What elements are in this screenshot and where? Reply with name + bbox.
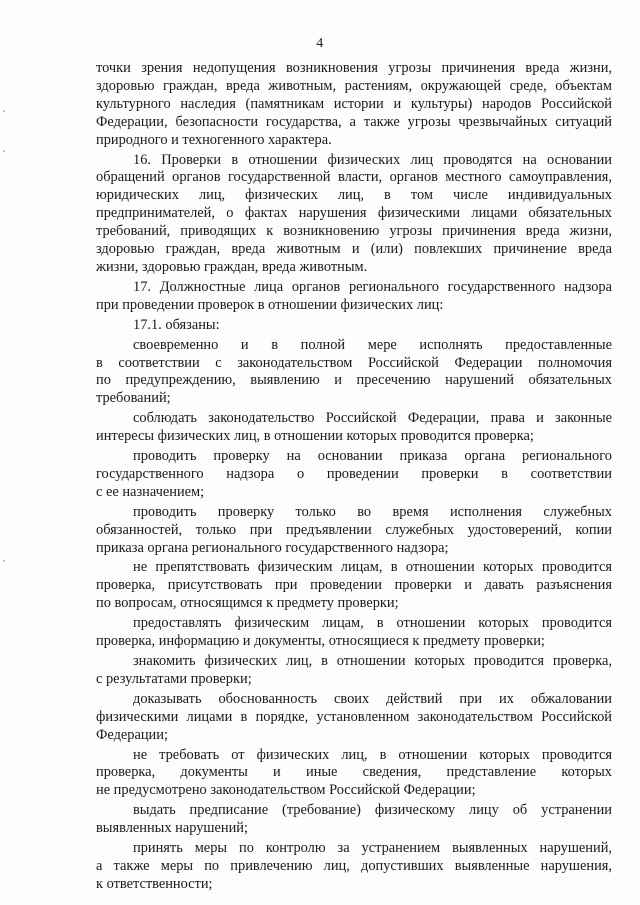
paragraph <box>96 504 612 558</box>
text-line: культурного наследия (памятникам истории и культуры) народов Российской <box>96 95 612 112</box>
paragraph <box>96 317 612 335</box>
text-line: здоровью граждан, вреда животным, растениям, окружающей среде, объектам <box>96 77 612 94</box>
text-line: 17. Должностные лица органов регионального государственного надзора <box>133 278 612 295</box>
scan-speck <box>3 110 5 112</box>
text-line: в соответствии с законодательством Российской Федерации полномочия <box>96 354 612 371</box>
text-line: требований, приводящих к возникновению угрозы причинения вреда жизни, <box>96 223 612 240</box>
text-line: точки зрения недопущения возникновения угрозы причинения вреда жизни, <box>96 60 612 76</box>
text-line: здоровью граждан, вреда животным и (или) повлекших причинение вреда <box>96 241 612 258</box>
text-line: не требовать от физических лиц, в отношении которых проводится <box>133 746 612 763</box>
text-line: Федерации, безопасности государства, а также угрозы чрезвычайных ситуаций <box>96 113 612 130</box>
paragraph <box>96 559 612 613</box>
page-number: 4 <box>316 36 324 51</box>
paragraph <box>96 691 612 745</box>
text-line: с ее назначением; <box>96 483 205 500</box>
paragraph <box>96 279 612 315</box>
text-line: принять меры по контролю за устранением выявленных нарушений, <box>133 840 612 857</box>
paragraph <box>96 802 612 838</box>
text-line: с результатами проверки; <box>96 670 252 687</box>
paragraph <box>96 747 612 801</box>
text-line: проверка, информацию и документы, относящиеся к предмету проверки; <box>96 633 545 650</box>
paragraph <box>96 615 612 651</box>
paragraph <box>96 840 612 894</box>
text-line: юридических лиц, физических лиц, в том числе индивидуальных <box>96 187 612 204</box>
text-line: 16. Проверки в отношении физических лиц проводятся на основании <box>133 151 612 168</box>
text-line: проводить проверку на основании приказа органа регионального <box>133 448 612 465</box>
text-line: Федерации; <box>96 726 168 743</box>
text-line: доказывать обоснованность своих действий при их обжаловании <box>133 690 612 707</box>
text-line: соблюдать законодательство Российской Федерации, права и законные <box>133 410 612 427</box>
text-line: к ответственности; <box>96 875 213 892</box>
document-body <box>96 60 612 896</box>
text-line: а также меры по привлечению лиц, допустивших выявленные нарушения, <box>96 857 612 874</box>
text-line: обращений органов государственной власти, органов местного самоуправления, <box>96 169 612 186</box>
scan-speck <box>3 150 5 152</box>
text-line: проверка, документы и иные сведения, представление которых <box>96 764 612 781</box>
text-line: 17.1. обязаны: <box>133 316 220 333</box>
text-line: жизни, здоровью граждан, вреда животным. <box>96 258 368 275</box>
text-line: по предупреждению, выявлению и пресечению нарушений обязательных <box>96 372 612 389</box>
text-line: не предусмотрено законодательством Российской Федерации; <box>96 782 476 799</box>
paragraph <box>96 448 612 502</box>
text-line: по вопросам, относящимся к предмету проверки; <box>96 595 399 612</box>
text-line: выявленных нарушений; <box>96 820 248 837</box>
text-line: физическими лицами в порядке, установленном законодательством Российской <box>96 708 612 725</box>
paragraph <box>96 152 612 277</box>
text-line: проводить проверку только во время исполнения служебных <box>133 503 612 520</box>
paragraph <box>96 337 612 409</box>
text-line: проверка, присутствовать при проведении проверки и давать разъяснения <box>96 577 612 594</box>
text-line: своевременно и в полной мере исполнять предоставленные <box>133 336 612 353</box>
text-line: при проведении проверок в отношении физических лиц: <box>96 296 444 313</box>
paragraph <box>96 60 612 150</box>
text-line: требований; <box>96 390 171 407</box>
text-line: выдать предписание (требование) физическому лицу об устранении <box>133 802 612 819</box>
text-line: природного и техногенного характера. <box>96 131 332 148</box>
text-line: обязанностей, только при предъявлении служебных удостоверений, копии <box>96 521 612 538</box>
text-line: предпринимателей, о фактах нарушения физическими лицами обязательных <box>96 205 612 222</box>
text-line: интересы физических лиц, в отношении которых проводится проверка; <box>96 428 534 445</box>
text-line: знакомить физических лиц, в отношении которых проводится проверка, <box>133 653 612 669</box>
paragraph <box>96 653 612 689</box>
text-line: не препятствовать физическим лицам, в отношении которых проводится <box>133 559 612 576</box>
paragraph <box>96 410 612 446</box>
text-line: предоставлять физическим лицам, в отношении которых проводится <box>133 615 612 632</box>
scan-speck <box>3 560 5 562</box>
text-line: государственного надзора о проведении проверки в соответствии <box>96 465 612 482</box>
text-line: приказа органа регионального государственного надзора; <box>96 539 449 556</box>
